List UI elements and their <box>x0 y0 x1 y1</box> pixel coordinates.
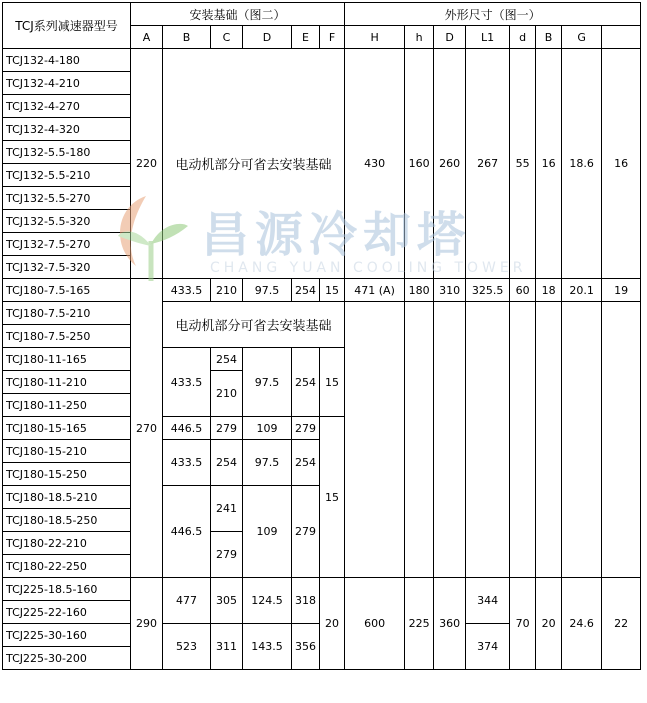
g3-r1-E: 318 <box>292 578 320 624</box>
g2-r1-C: 210 <box>211 279 243 302</box>
g2-r10-B: 446.5 <box>163 486 211 578</box>
g3-r1-C: 305 <box>211 578 243 624</box>
g2-r1-F: 15 <box>320 279 345 302</box>
g2-r8-E: 254 <box>292 440 320 486</box>
g2-r7-F: 15 <box>320 417 345 578</box>
g3-last: 22 <box>602 578 641 670</box>
g3-r1-D: 124.5 <box>243 578 292 624</box>
col-header-D: D <box>243 26 292 49</box>
g1-last: 16 <box>602 49 641 279</box>
g1-G: 18.6 <box>562 49 602 279</box>
col-header-h: h <box>405 26 434 49</box>
model-cell: TCJ225-18.5-160 <box>3 578 131 601</box>
g2-r1-D2: 310 <box>434 279 466 302</box>
model-cell: TCJ180-7.5-250 <box>3 325 131 348</box>
col-header-D2: D <box>434 26 466 49</box>
mounting-base-group-header: 安装基础（图二） <box>131 3 345 26</box>
model-cell: TCJ180-7.5-210 <box>3 302 131 325</box>
g3-D2: 360 <box>434 578 466 670</box>
g2-A: 270 <box>131 279 163 578</box>
model-cell: TCJ180-22-250 <box>3 555 131 578</box>
g1-h: 160 <box>405 49 434 279</box>
model-cell: TCJ132-4-210 <box>3 72 131 95</box>
col-header-B: B <box>163 26 211 49</box>
g2-r7-D: 109 <box>243 417 292 440</box>
g2-d-blank <box>510 302 536 578</box>
model-cell: TCJ225-22-160 <box>3 601 131 624</box>
col-header-C: C <box>211 26 243 49</box>
model-cell: TCJ132-5.5-320 <box>3 210 131 233</box>
g1-d: 55 <box>510 49 536 279</box>
g2-r1-E: 254 <box>292 279 320 302</box>
model-cell: TCJ132-5.5-180 <box>3 141 131 164</box>
g3-H: 600 <box>345 578 405 670</box>
g2-motor-note: 电动机部分可省去安装基础 <box>163 302 345 348</box>
g2-r1-last: 19 <box>602 279 641 302</box>
g3-r3-C: 311 <box>211 624 243 670</box>
g1-H: 430 <box>345 49 405 279</box>
g2-B2-blank <box>536 302 562 578</box>
model-cell: TCJ180-11-250 <box>3 394 131 417</box>
col-header-H: H <box>345 26 405 49</box>
g2-r10-E: 279 <box>292 486 320 578</box>
g2-r4-B: 433.5 <box>163 348 211 417</box>
model-cell: TCJ180-15-250 <box>3 463 131 486</box>
watermark-subtitle: CHANG YUAN COOLING TOWER <box>210 260 527 276</box>
g2-r1-L1: 325.5 <box>466 279 510 302</box>
g2-r1-H: 471 (A) <box>345 279 405 302</box>
outline-dimensions-group-header: 外形尺寸（图一） <box>345 3 641 26</box>
model-cell: TCJ132-4-270 <box>3 95 131 118</box>
g2-r8-D: 97.5 <box>243 440 292 486</box>
model-column-header: TCJ系列减速器型号 <box>3 3 131 49</box>
g1-D: 260 <box>434 49 466 279</box>
g1-A: 220 <box>131 49 163 279</box>
g2-r1-D: 97.5 <box>243 279 292 302</box>
col-header-G: G <box>562 26 602 49</box>
model-cell: TCJ180-22-210 <box>3 532 131 555</box>
g2-r4-F: 15 <box>320 348 345 417</box>
g1-motor-note: 电动机部分可省去安装基础 <box>163 49 345 279</box>
model-cell: TCJ180-11-210 <box>3 371 131 394</box>
g3-A: 290 <box>131 578 163 670</box>
g1-B2: 16 <box>536 49 562 279</box>
model-cell: TCJ132-7.5-320 <box>3 256 131 279</box>
model-cell: TCJ132-5.5-270 <box>3 187 131 210</box>
reducer-spec-table <box>2 2 641 670</box>
g2-r1-B2: 18 <box>536 279 562 302</box>
model-cell: TCJ180-15-165 <box>3 417 131 440</box>
model-cell: TCJ180-18.5-250 <box>3 509 131 532</box>
g3-B2: 20 <box>536 578 562 670</box>
g2-r1-B: 433.5 <box>163 279 211 302</box>
g2-last-blank <box>602 302 641 578</box>
g3-r3-B: 523 <box>163 624 211 670</box>
g2-r8-B: 433.5 <box>163 440 211 486</box>
col-header-d: d <box>510 26 536 49</box>
g2-r1-G: 20.1 <box>562 279 602 302</box>
model-cell: TCJ225-30-200 <box>3 647 131 670</box>
model-cell: TCJ180-18.5-210 <box>3 486 131 509</box>
model-cell: TCJ132-7.5-270 <box>3 233 131 256</box>
g3-h: 225 <box>405 578 434 670</box>
g2-h-blank <box>405 302 434 578</box>
g2-r4-E: 254 <box>292 348 320 417</box>
watermark-title: 昌源冷却塔 <box>201 207 472 263</box>
model-cell: TCJ225-30-160 <box>3 624 131 647</box>
model-cell: TCJ132-4-180 <box>3 49 131 72</box>
g2-r4-D: 97.5 <box>243 348 292 417</box>
g3-r1-L1: 344 <box>466 578 510 624</box>
g2-H-blank <box>345 302 405 578</box>
g2-L1-blank <box>466 302 510 578</box>
g2-r10-C2: 279 <box>211 532 243 578</box>
g3-r1-B: 477 <box>163 578 211 624</box>
model-cell: TCJ132-4-320 <box>3 118 131 141</box>
col-header-E: E <box>292 26 320 49</box>
g2-D2-blank <box>434 302 466 578</box>
g3-r3-L1: 374 <box>466 624 510 670</box>
g2-r7-C: 279 <box>211 417 243 440</box>
g2-r7-E: 279 <box>292 417 320 440</box>
col-header-B2: B <box>536 26 562 49</box>
col-header-A: A <box>131 26 163 49</box>
model-cell: TCJ180-7.5-165 <box>3 279 131 302</box>
model-cell: TCJ180-11-165 <box>3 348 131 371</box>
g2-r1-h: 180 <box>405 279 434 302</box>
col-header-blank <box>602 26 641 49</box>
g3-r3-E: 356 <box>292 624 320 670</box>
g2-r10-C1: 241 <box>211 486 243 532</box>
g3-d: 70 <box>510 578 536 670</box>
g2-r7-B: 446.5 <box>163 417 211 440</box>
col-header-F: F <box>320 26 345 49</box>
g2-r4-C2: 210 <box>211 371 243 417</box>
g2-r10-D: 109 <box>243 486 292 578</box>
g2-r4-C1: 254 <box>211 348 243 371</box>
g2-r8-C: 254 <box>211 440 243 486</box>
g3-r3-D: 143.5 <box>243 624 292 670</box>
g2-r1-d: 60 <box>510 279 536 302</box>
model-cell: TCJ132-5.5-210 <box>3 164 131 187</box>
g3-G: 24.6 <box>562 578 602 670</box>
g3-F: 20 <box>320 578 345 670</box>
model-cell: TCJ180-15-210 <box>3 440 131 463</box>
g1-L1: 267 <box>466 49 510 279</box>
g2-G-blank <box>562 302 602 578</box>
col-header-L1: L1 <box>466 26 510 49</box>
